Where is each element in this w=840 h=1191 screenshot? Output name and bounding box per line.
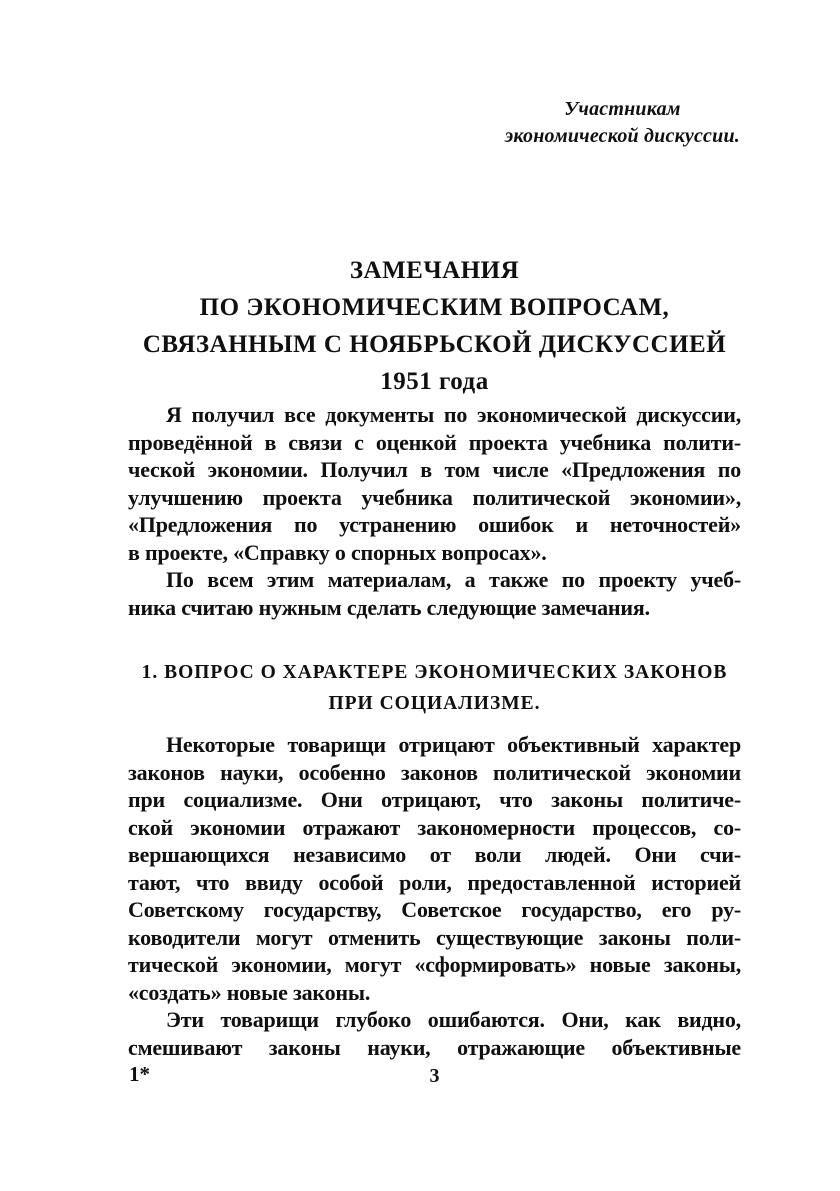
text-line: Эти товарищи глубоко ошибаются. Они, как видно, bbox=[166, 1007, 741, 1032]
title-line: 1951 года bbox=[380, 368, 489, 395]
title-line: ПО ЭКОНОМИЧЕСКИМ ВОПРОСАМ, bbox=[199, 294, 670, 321]
page-number: 3 bbox=[429, 1065, 440, 1087]
text-line: проведённой в связи с оценкой проекта учебника полити- bbox=[128, 429, 741, 455]
dedication-line: Участникам bbox=[564, 98, 681, 120]
paragraph bbox=[128, 731, 741, 1006]
paragraph bbox=[128, 1006, 741, 1061]
text-line: вершающихся независимо от воли людей. Они счи- bbox=[128, 842, 741, 867]
paragraph bbox=[128, 401, 741, 566]
paragraph bbox=[128, 566, 741, 621]
text-line: в проекте, «Справку о спорных вопросах». bbox=[128, 539, 547, 565]
text-line: Некоторые товарищи отрицают объективный характер bbox=[166, 732, 741, 757]
text-line: Я получил все документы по экономической дискуссии, bbox=[166, 402, 741, 427]
text-line: «Предложения по устранению ошибок и неточностей» bbox=[128, 512, 741, 537]
text-line: тают, что ввиду особой роли, предоставленной историей bbox=[128, 869, 741, 895]
section-heading bbox=[128, 657, 741, 719]
text-line: законов науки, особенно законов политической экономии bbox=[128, 759, 741, 785]
text-line: Советскому государству, Советское государство, его ру- bbox=[128, 897, 741, 922]
signature-mark: 1* bbox=[129, 1062, 150, 1086]
text-line: тической экономии, могут «сформировать» новые законы, bbox=[128, 952, 741, 977]
title-line: ЗАМЕЧАНИЯ bbox=[349, 257, 520, 284]
dedication-line: экономической дискуссии. bbox=[504, 125, 740, 147]
text-line: при социализме. Они отрицают, что законы политиче- bbox=[128, 787, 741, 812]
text-line: ководители могут отменить существующие законы поли- bbox=[128, 924, 741, 950]
text-line: ческой экономии. Получил в том числе «Предложения по bbox=[128, 457, 741, 482]
heading-line: ПРИ СОЦИАЛИЗМЕ. bbox=[328, 693, 541, 714]
text-line: ника считаю нужным сделать следующие замечания. bbox=[128, 594, 650, 620]
dedication bbox=[505, 96, 740, 150]
text-line: ской экономии отражают закономерности процессов, со- bbox=[128, 814, 741, 840]
title-line: СВЯЗАННЫМ С НОЯБРЬСКОЙ ДИСКУССИЕЙ bbox=[142, 331, 727, 358]
text-line: смешивают законы науки, отражающие объективные bbox=[128, 1034, 741, 1060]
page-content bbox=[128, 401, 741, 1061]
heading-line: 1. ВОПРОС О ХАРАКТЕРЕ ЭКОНОМИЧЕСКИХ ЗАКОНОВ bbox=[141, 662, 728, 683]
text-line: По всем этим материалам, а также по проекту учеб- bbox=[166, 567, 741, 592]
text-line: «создать» новые законы. bbox=[128, 979, 371, 1005]
text-line: улучшению проекта учебника политической экономии», bbox=[128, 484, 741, 510]
main-title bbox=[128, 252, 741, 400]
